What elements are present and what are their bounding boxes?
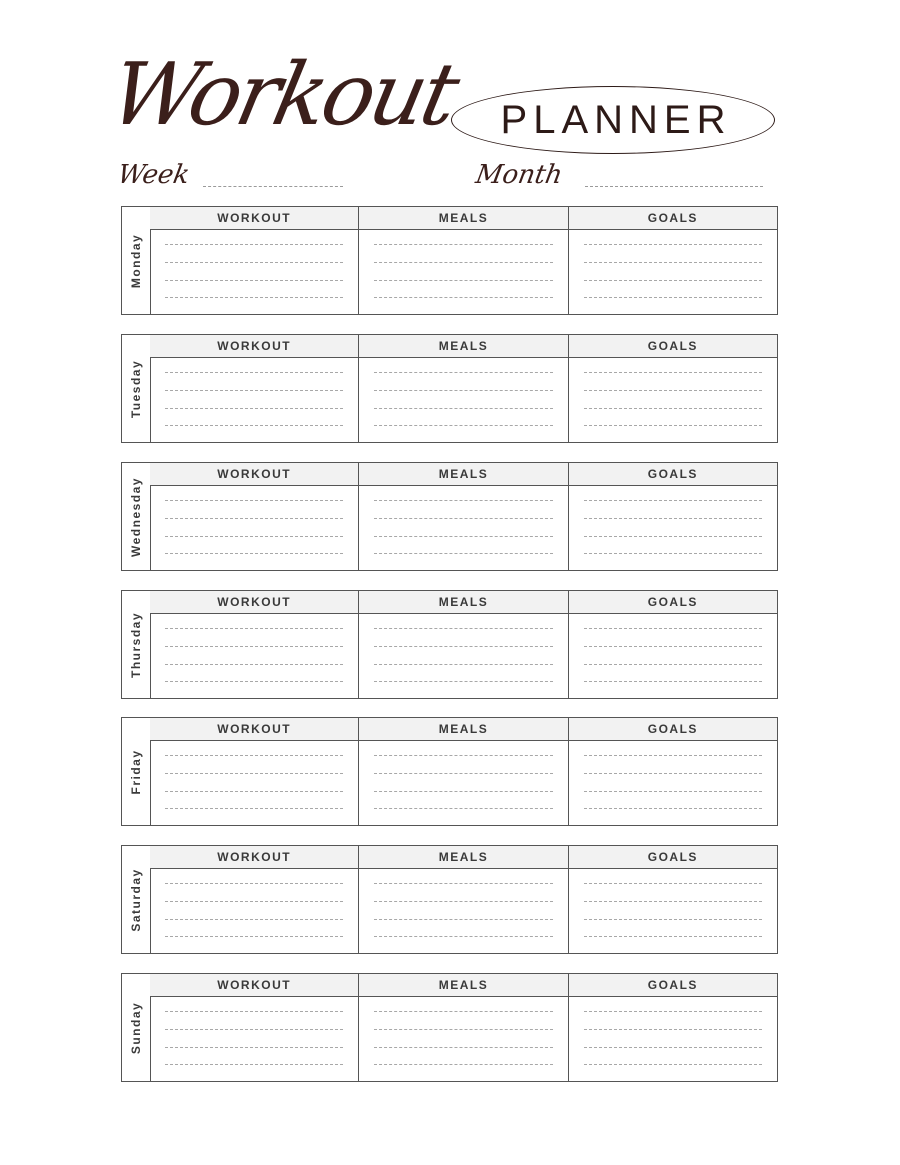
writing-line[interactable] (584, 773, 762, 774)
month-input-line[interactable] (585, 186, 763, 187)
column-header: WORKOUT (150, 591, 358, 614)
cell-goals (569, 207, 777, 314)
column-header: WORKOUT (150, 463, 358, 486)
writing-line[interactable] (584, 297, 762, 298)
writing-line[interactable] (374, 1029, 552, 1030)
writing-line[interactable] (165, 408, 343, 409)
writing-line[interactable] (584, 244, 762, 245)
column-header: MEALS (359, 718, 567, 741)
cell-workout (150, 591, 359, 698)
writing-line[interactable] (165, 244, 343, 245)
writing-line[interactable] (165, 518, 343, 519)
writing-line[interactable] (165, 536, 343, 537)
day-label: Monday (129, 233, 143, 288)
writing-line[interactable] (374, 808, 552, 809)
writing-line[interactable] (584, 1064, 762, 1065)
column-header: MEALS (359, 591, 567, 614)
writing-line[interactable] (374, 536, 552, 537)
writing-line[interactable] (584, 1047, 762, 1048)
writing-line[interactable] (374, 553, 552, 554)
writing-line[interactable] (374, 1011, 552, 1012)
writing-line[interactable] (584, 536, 762, 537)
cell-workout (150, 718, 359, 825)
day-block-monday (121, 206, 778, 315)
day-block-friday (121, 717, 778, 826)
cell-meals (359, 335, 568, 442)
cell-meals (359, 846, 568, 953)
column-header: MEALS (359, 974, 567, 997)
cell-goals (569, 846, 777, 953)
day-label: Sunday (129, 1001, 143, 1054)
writing-line[interactable] (165, 936, 343, 937)
day-block-thursday (121, 590, 778, 699)
writing-line[interactable] (584, 791, 762, 792)
writing-line[interactable] (374, 791, 552, 792)
writing-line[interactable] (584, 664, 762, 665)
day-label: Tuesday (129, 359, 143, 418)
writing-line[interactable] (584, 390, 762, 391)
cell-workout (150, 974, 359, 1081)
writing-line[interactable] (584, 1029, 762, 1030)
writing-line[interactable] (584, 500, 762, 501)
cell-goals (569, 718, 777, 825)
column-header: WORKOUT (150, 335, 358, 358)
writing-line[interactable] (165, 664, 343, 665)
cell-meals (359, 463, 568, 570)
writing-line[interactable] (165, 500, 343, 501)
writing-line[interactable] (584, 518, 762, 519)
writing-line[interactable] (165, 297, 343, 298)
planner-badge (451, 86, 775, 154)
day-label-column (122, 846, 151, 953)
writing-line[interactable] (374, 755, 552, 756)
writing-line[interactable] (374, 1047, 552, 1048)
writing-line[interactable] (374, 518, 552, 519)
cell-workout (150, 846, 359, 953)
title-workout: Workout (101, 45, 464, 145)
column-header: WORKOUT (150, 718, 358, 741)
cell-meals (359, 974, 568, 1081)
day-label-column (122, 335, 151, 442)
writing-line[interactable] (165, 1064, 343, 1065)
writing-line[interactable] (374, 901, 552, 902)
writing-line[interactable] (165, 919, 343, 920)
column-header: GOALS (569, 718, 777, 741)
week-input-line[interactable] (203, 186, 343, 187)
writing-line[interactable] (584, 755, 762, 756)
writing-line[interactable] (165, 1011, 343, 1012)
cell-goals (569, 591, 777, 698)
column-header: MEALS (359, 463, 567, 486)
writing-line[interactable] (374, 628, 552, 629)
column-header: GOALS (569, 335, 777, 358)
day-label-column (122, 463, 151, 570)
cell-meals (359, 718, 568, 825)
column-header: MEALS (359, 846, 567, 869)
writing-line[interactable] (165, 883, 343, 884)
column-header: WORKOUT (150, 207, 358, 230)
writing-line[interactable] (374, 500, 552, 501)
column-header: MEALS (359, 335, 567, 358)
column-header: WORKOUT (150, 974, 358, 997)
writing-line[interactable] (584, 553, 762, 554)
writing-line[interactable] (584, 681, 762, 682)
writing-line[interactable] (165, 1029, 343, 1030)
cell-goals (569, 974, 777, 1081)
writing-line[interactable] (374, 244, 552, 245)
writing-line[interactable] (165, 755, 343, 756)
writing-line[interactable] (165, 791, 343, 792)
column-header: GOALS (569, 463, 777, 486)
writing-line[interactable] (584, 372, 762, 373)
cell-goals (569, 335, 777, 442)
writing-line[interactable] (165, 628, 343, 629)
writing-line[interactable] (165, 262, 343, 263)
writing-line[interactable] (374, 646, 552, 647)
writing-line[interactable] (165, 372, 343, 373)
day-block-wednesday (121, 462, 778, 571)
writing-line[interactable] (584, 280, 762, 281)
column-header: GOALS (569, 207, 777, 230)
writing-line[interactable] (584, 646, 762, 647)
column-header: GOALS (569, 846, 777, 869)
writing-line[interactable] (165, 901, 343, 902)
writing-line[interactable] (584, 808, 762, 809)
week-label: Week (115, 160, 192, 190)
day-block-sunday (121, 973, 778, 1082)
writing-line[interactable] (584, 901, 762, 902)
writing-line[interactable] (165, 280, 343, 281)
day-label: Thursday (129, 611, 143, 678)
writing-line[interactable] (165, 390, 343, 391)
writing-line[interactable] (584, 919, 762, 920)
writing-line[interactable] (374, 664, 552, 665)
column-header: MEALS (359, 207, 567, 230)
writing-line[interactable] (165, 773, 343, 774)
cell-goals (569, 463, 777, 570)
writing-line[interactable] (374, 425, 552, 426)
writing-line[interactable] (374, 297, 552, 298)
writing-line[interactable] (374, 936, 552, 937)
writing-line[interactable] (584, 425, 762, 426)
writing-line[interactable] (374, 262, 552, 263)
cell-workout (150, 335, 359, 442)
column-header: WORKOUT (150, 846, 358, 869)
day-label-column (122, 974, 151, 1081)
day-label-column (122, 718, 151, 825)
day-label: Wednesday (129, 476, 143, 557)
cell-meals (359, 207, 568, 314)
cell-meals (359, 591, 568, 698)
writing-line[interactable] (584, 1011, 762, 1012)
writing-line[interactable] (165, 808, 343, 809)
day-label: Saturday (129, 867, 143, 932)
column-header: GOALS (569, 974, 777, 997)
writing-line[interactable] (374, 280, 552, 281)
writing-line[interactable] (374, 883, 552, 884)
writing-line[interactable] (374, 408, 552, 409)
day-label-column (122, 207, 151, 314)
month-label: Month (473, 160, 565, 190)
planner-badge-text: PLANNER (500, 97, 732, 142)
column-header: GOALS (569, 591, 777, 614)
cell-workout (150, 463, 359, 570)
writing-line[interactable] (165, 553, 343, 554)
writing-line[interactable] (584, 936, 762, 937)
day-label: Friday (129, 748, 143, 795)
writing-line[interactable] (165, 681, 343, 682)
writing-line[interactable] (374, 681, 552, 682)
day-block-tuesday (121, 334, 778, 443)
writing-line[interactable] (165, 425, 343, 426)
writing-line[interactable] (584, 883, 762, 884)
writing-line[interactable] (584, 408, 762, 409)
writing-line[interactable] (584, 628, 762, 629)
day-label-column (122, 591, 151, 698)
writing-line[interactable] (584, 262, 762, 263)
day-block-saturday (121, 845, 778, 954)
writing-line[interactable] (374, 773, 552, 774)
writing-line[interactable] (374, 390, 552, 391)
writing-line[interactable] (374, 919, 552, 920)
writing-line[interactable] (165, 646, 343, 647)
writing-line[interactable] (374, 372, 552, 373)
writing-line[interactable] (165, 1047, 343, 1048)
writing-line[interactable] (374, 1064, 552, 1065)
cell-workout (150, 207, 359, 314)
